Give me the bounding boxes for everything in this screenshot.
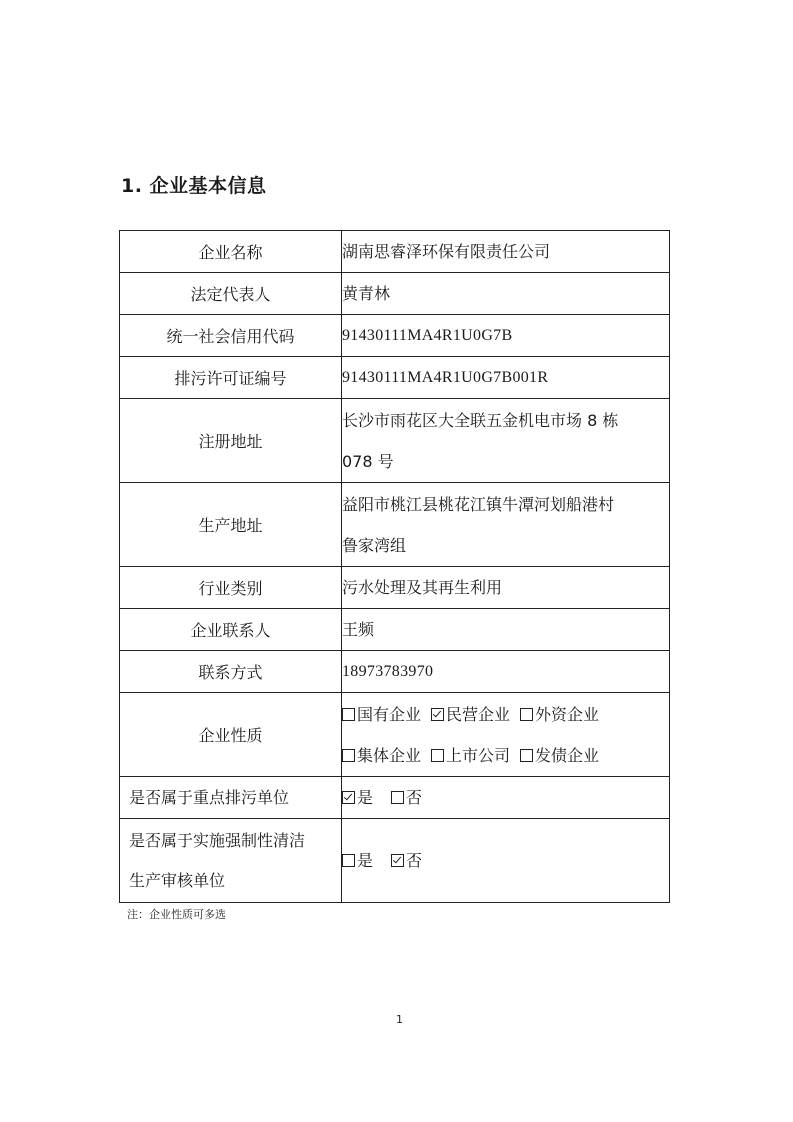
clean-production-options bbox=[342, 819, 670, 903]
production-address-line1: 益阳市桃江县桃花江镇牛潭河划船港村 bbox=[342, 494, 615, 514]
row-label-key-polluter: 是否属于重点排污单位 bbox=[120, 777, 342, 819]
company-name-value: 湖南思睿泽环保有限责任公司 bbox=[342, 231, 670, 273]
checked-checkbox-icon bbox=[342, 791, 355, 804]
row-label-legal-rep: 法定代表人 bbox=[120, 273, 342, 315]
option-label: 上市公司 bbox=[446, 745, 511, 765]
table-row bbox=[120, 777, 670, 819]
production-address-value bbox=[342, 483, 670, 567]
registered-address-line2: 078 号 bbox=[342, 451, 394, 471]
table-row bbox=[120, 315, 670, 357]
credit-code-value: 91430111MA4R1U0G7B bbox=[342, 315, 670, 357]
checked-checkbox-icon bbox=[391, 854, 404, 867]
nature-option-foreign[interactable] bbox=[520, 694, 599, 735]
table-row bbox=[120, 693, 670, 777]
table-row bbox=[120, 273, 670, 315]
contact-person-value: 王频 bbox=[342, 609, 670, 651]
row-label-enterprise-nature: 企业性质 bbox=[120, 693, 342, 777]
footnote: 注：企业性质可多选 bbox=[127, 908, 226, 921]
key-polluter-options bbox=[342, 777, 670, 819]
key-polluter-no[interactable] bbox=[391, 777, 422, 818]
table-row bbox=[120, 567, 670, 609]
option-label: 否 bbox=[406, 851, 423, 870]
row-label-company-name: 企业名称 bbox=[120, 231, 342, 273]
option-label: 民营企业 bbox=[446, 704, 511, 724]
clean-production-yes[interactable] bbox=[342, 840, 373, 881]
contact-info-value: 18973783970 bbox=[342, 651, 670, 693]
nature-option-state-owned[interactable] bbox=[342, 694, 421, 735]
row-label-production-address: 生产地址 bbox=[120, 483, 342, 567]
checkbox-icon bbox=[431, 749, 444, 762]
option-label: 是 bbox=[357, 851, 374, 870]
permit-number-value: 91430111MA4R1U0G7B001R bbox=[342, 357, 670, 399]
checked-checkbox-icon bbox=[431, 708, 444, 721]
nature-option-bond-issuer[interactable] bbox=[520, 735, 599, 776]
table-row bbox=[120, 819, 670, 903]
table-row bbox=[120, 399, 670, 483]
checkbox-icon bbox=[342, 854, 355, 867]
legal-rep-value: 黄青林 bbox=[342, 273, 670, 315]
nature-option-private[interactable] bbox=[431, 694, 510, 735]
clean-production-no[interactable] bbox=[391, 840, 422, 881]
row-label-industry: 行业类别 bbox=[120, 567, 342, 609]
row-label-contact-info: 联系方式 bbox=[120, 651, 342, 693]
option-label: 发债企业 bbox=[535, 745, 600, 765]
enterprise-nature-options bbox=[342, 693, 670, 777]
page-number: 1 bbox=[396, 1013, 403, 1026]
nature-option-listed[interactable] bbox=[431, 735, 510, 776]
option-label: 是 bbox=[357, 788, 374, 807]
table-row bbox=[120, 357, 670, 399]
row-label-clean-production bbox=[120, 819, 342, 903]
row-label-credit-code: 统一社会信用代码 bbox=[120, 315, 342, 357]
registered-address-value bbox=[342, 399, 670, 483]
production-address-line2: 鲁家湾组 bbox=[342, 535, 407, 555]
key-polluter-yes[interactable] bbox=[342, 777, 373, 818]
checkbox-icon bbox=[391, 791, 404, 804]
section-heading: 1. 企业基本信息 bbox=[121, 175, 267, 197]
option-label: 否 bbox=[406, 788, 423, 807]
row-label-contact-person: 企业联系人 bbox=[120, 609, 342, 651]
nature-option-collective[interactable] bbox=[342, 735, 421, 776]
row-label-permit-number: 排污许可证编号 bbox=[120, 357, 342, 399]
checkbox-icon bbox=[520, 708, 533, 721]
clean-production-label-line1: 是否属于实施强制性清洁 bbox=[129, 830, 306, 850]
nature-options-line1 bbox=[342, 694, 669, 735]
row-label-registered-address: 注册地址 bbox=[120, 399, 342, 483]
industry-value: 污水处理及其再生利用 bbox=[342, 567, 670, 609]
option-label: 集体企业 bbox=[357, 745, 422, 765]
checkbox-icon bbox=[520, 749, 533, 762]
table-row bbox=[120, 609, 670, 651]
table-row bbox=[120, 651, 670, 693]
option-label: 外资企业 bbox=[535, 704, 600, 724]
table-row bbox=[120, 483, 670, 567]
checkbox-icon bbox=[342, 708, 355, 721]
table-row bbox=[120, 231, 670, 273]
registered-address-line1: 长沙市雨花区大全联五金机电市场 8 栋 bbox=[342, 410, 619, 430]
option-label: 国有企业 bbox=[357, 704, 422, 724]
clean-production-label-line2: 生产审核单位 bbox=[129, 870, 226, 890]
enterprise-info-table bbox=[119, 230, 670, 903]
checkbox-icon bbox=[342, 749, 355, 762]
nature-options-line2 bbox=[342, 735, 669, 776]
